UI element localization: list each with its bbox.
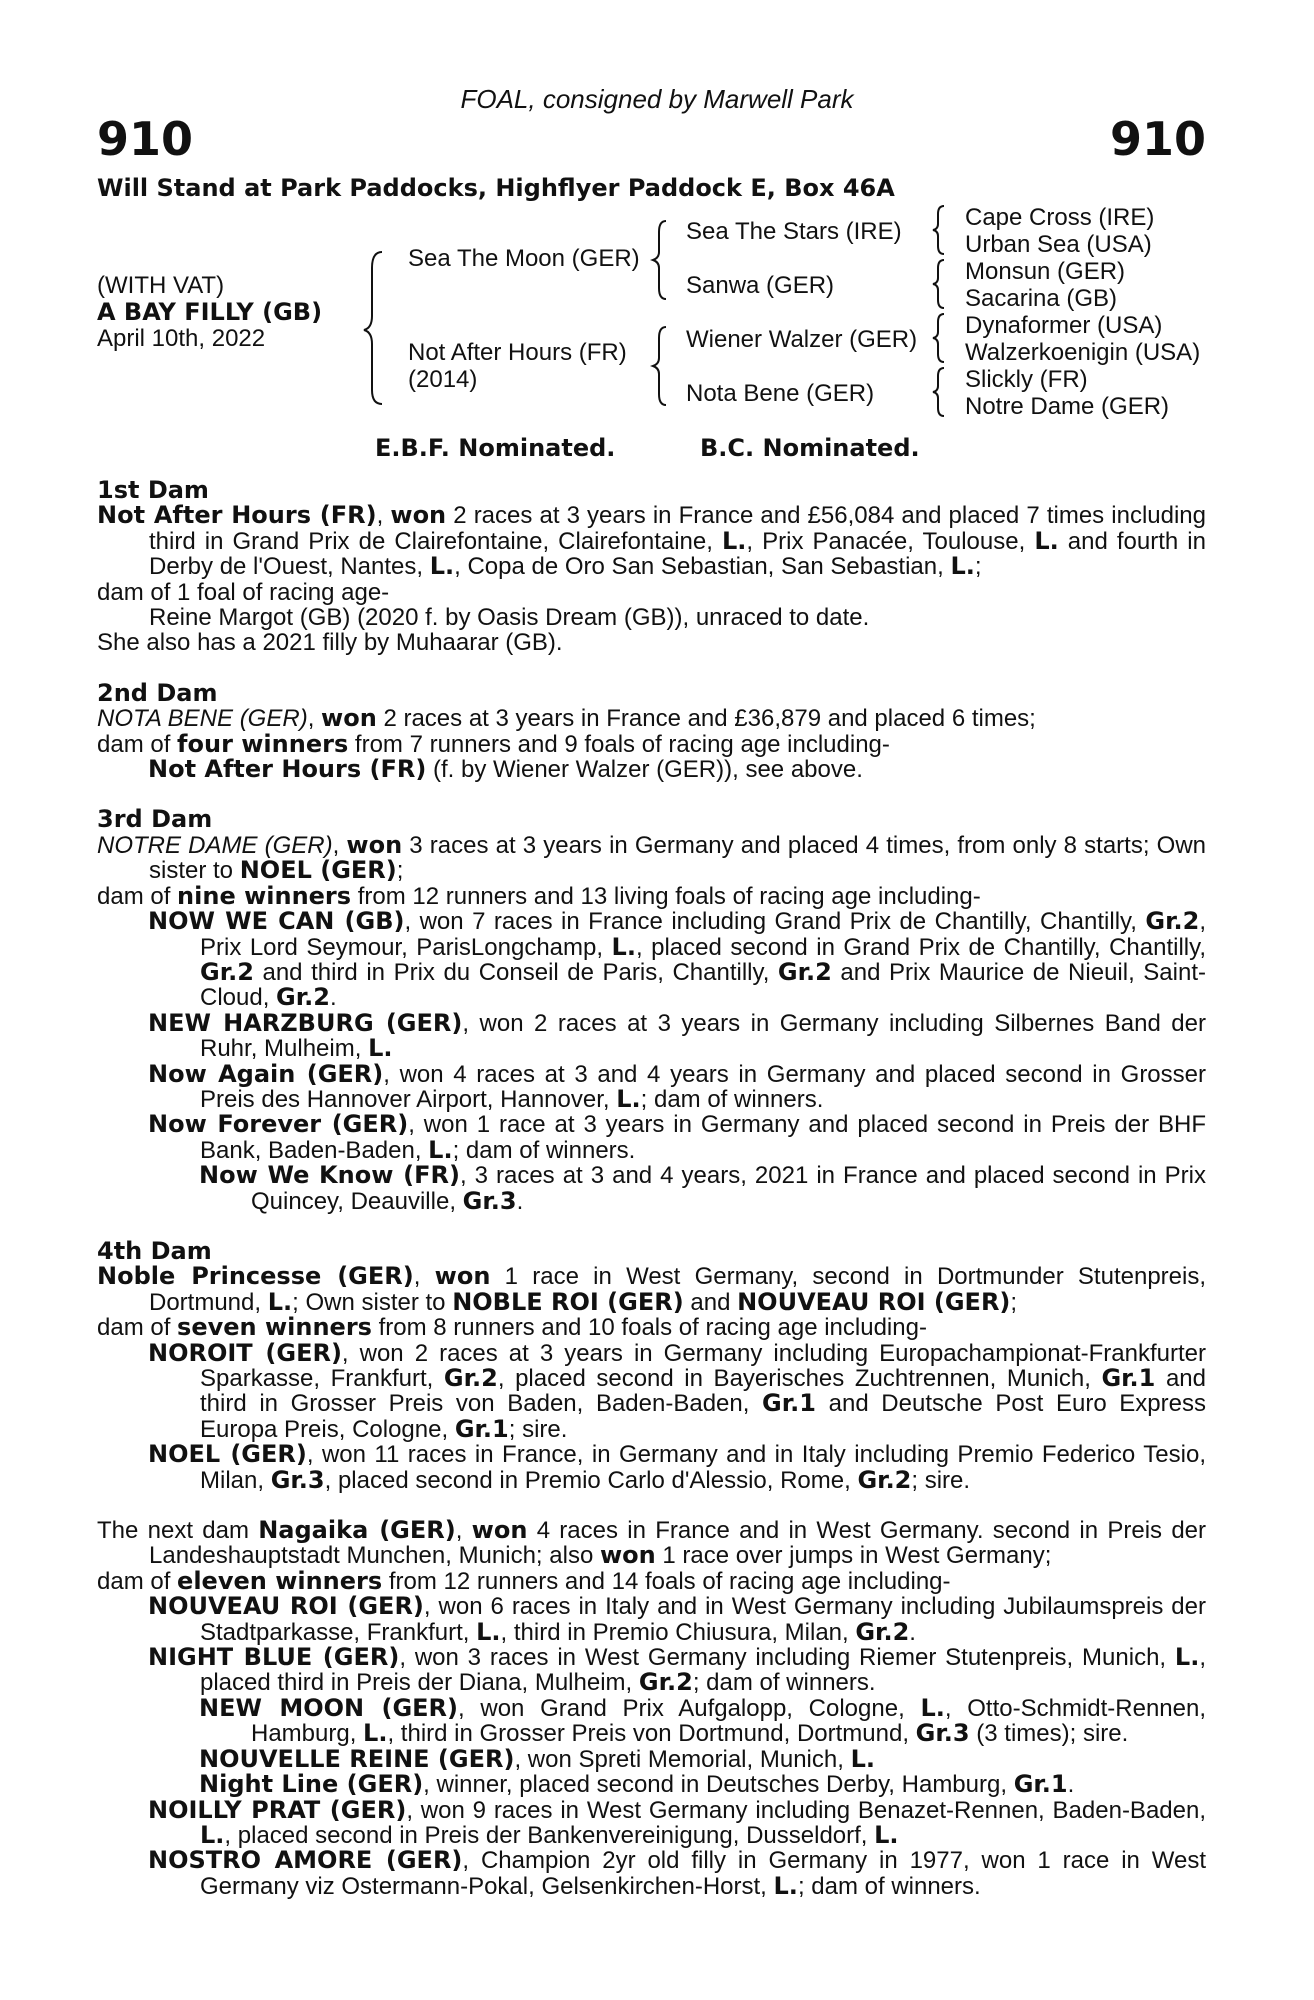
nextdam-progeny-5: Night Line (GER), winner, placed second in Deutsches Derby, Hamburg, Gr.1. xyxy=(199,1770,1075,1799)
nextdam-progeny-1: NOUVEAU ROI (GER), won 6 races in Italy and in West Germany including Jubilaumspreis der Stadtparkasse, Frankfurt, L., third in Premio Chiusura, Milan, Gr.2. xyxy=(148,1592,1206,1646)
dam1-dam-of: dam of 1 foal of racing age- xyxy=(97,578,390,606)
dam1-foal: Reine Margot (GB) (2020 f. by Oasis Dream (GB)), unraced to date. xyxy=(149,604,870,632)
nextdam-progeny-7: NOSTRO AMORE (GER), Champion 2yr old filly in Germany in 1977, won 1 race in West Germany viz Ostermann-Pokal, Gelsenkirchen-Horst, L.; dam of winners. xyxy=(148,1846,1206,1900)
dam3-progeny-1: NOW WE CAN (GB), won 7 races in France including Grand Prix de Chantilly, Chantilly, Gr.2, Prix Lord Seymour, ParisLongchamp, L., placed second in Grand Prix de Chantilly, Chantilly, Gr.2 and third in Prix du Conseil de Paris, Chantilly, Gr.2 and Prix Maurice de Nieuil, Saint-Cloud, Gr.2. xyxy=(148,907,1206,1012)
dam2-progeny-1: Not After Hours (FR) (f. by Wiener Walzer (GER)), see above. xyxy=(148,755,863,784)
pedigree-sire-sire: Sea The Stars (IRE) xyxy=(686,218,902,245)
ebf-nominated: E.B.F. Nominated. xyxy=(375,434,616,462)
horse-name: A BAY FILLY (GB) xyxy=(97,298,323,326)
nextdam-progeny-4: NOUVELLE REINE (GER), won Spreti Memorial, Munich, L. xyxy=(199,1744,875,1773)
dam3-progeny-2: NEW HARZBURG (GER), won 2 races at 3 years in Germany including Silbernes Band der Ruhr, Mulheim, L. xyxy=(148,1008,1206,1063)
pedigree-dam-year: (2014) xyxy=(408,366,478,393)
pedigree-brace-sire xyxy=(650,218,670,302)
lot-number-right: 910 xyxy=(1109,112,1206,166)
pedigree-sire-dam: Sanwa (GER) xyxy=(686,272,835,299)
dam1-name: Not After Hours (FR) xyxy=(97,501,377,530)
pedigree-dam: Not After Hours (FR) xyxy=(408,339,627,366)
dam3-dam-of: dam of nine winners from 12 runners and 13 living foals of racing age including- xyxy=(97,881,981,910)
dam1-paragraph: Not After Hours (FR), won 2 races at 3 years in France and £56,084 and placed 7 times including third in Grand Prix de Clairefontaine, Clairefontaine, L., Prix Panacée, Toulouse, L. and fourth in Derby de l'Ouest, Nantes, L., Copa de Oro San Sebastian, San Sebastian, L.; xyxy=(97,501,1207,581)
pedigree-g7: Slickly (FR) xyxy=(965,366,1088,393)
dam1-won: won xyxy=(390,501,447,530)
horse-dob: April 10th, 2022 xyxy=(97,325,266,352)
dam3-progeny-3: Now Again (GER), won 4 races at 3 and 4 years in Germany and placed second in Grosser Preis des Hannover Airport, Hannover, L.; dam of winners. xyxy=(148,1059,1206,1113)
dam3-paragraph: NOTRE DAME (GER), won 3 races at 3 years in Germany and placed 4 times, from only 8 starts; Own sister to NOEL (GER); xyxy=(97,830,1206,885)
pedigree-g1: Cape Cross (IRE) xyxy=(965,204,1155,231)
nextdam-paragraph: The next dam Nagaika (GER), won 4 races in France and in West Germany. second in Preis der Landeshauptstadt Munchen, Munich; also won 1 race over jumps in West Germany; xyxy=(97,1516,1207,1570)
pedigree-g2: Urban Sea (USA) xyxy=(965,231,1152,258)
dam2-paragraph: NOTA BENE (GER), won 2 races at 3 years in France and £36,879 and placed 6 times; xyxy=(97,704,1036,733)
lot-number-left: 910 xyxy=(97,112,194,166)
pedigree-brace-main xyxy=(360,248,390,408)
catalogue-body xyxy=(97,478,1206,1899)
dam3-progeny-5: Now We Know (FR), 3 races at 3 and 4 years, 2021 in France and placed second in Prix Quincey, Deauville, Gr.3. xyxy=(199,1161,1207,1215)
nextdam-dam-of: dam of eleven winners from 12 runners and 14 foals of racing age including- xyxy=(97,1566,951,1595)
nextdam-progeny-6: NOILLY PRAT (GER), won 9 races in West Germany including Benazet-Rennen, Baden-Baden, L., placed second in Preis der Bankenvereinigung, Dusseldorf, L. xyxy=(148,1795,1206,1849)
pedigree-g8: Notre Dame (GER) xyxy=(965,393,1170,420)
dam4-dam-of: dam of seven winners from 8 runners and 10 foals of racing age including- xyxy=(97,1313,927,1342)
pedigree-g4: Sacarina (GB) xyxy=(965,285,1118,312)
pedigree-g6: Walzerkoenigin (USA) xyxy=(965,339,1201,366)
dam2-heading: 2nd Dam xyxy=(97,678,218,707)
dam4-paragraph: Noble Princesse (GER), won 1 race in West Germany, second in Dortmunder Stutenpreis, Dortmund, L.; Own sister to NOBLE ROI (GER) and NOUVEAU ROI (GER); xyxy=(97,1262,1206,1316)
pedigree-brace-g3 xyxy=(930,312,948,364)
dam3-progeny-4: Now Forever (GER), won 1 race at 3 years in Germany and placed second in Preis der BHF Bank, Baden-Baden, L.; dam of winners. xyxy=(148,1110,1207,1164)
pedigree-g5: Dynaformer (USA) xyxy=(965,312,1163,339)
pedigree-brace-g4 xyxy=(930,366,948,418)
pedigree-brace-g1 xyxy=(930,204,948,256)
dam4-progeny-2: NOEL (GER), won 11 races in France, in Germany and in Italy including Premio Federico Tesio, Milan, Gr.3, placed second in Premio Carlo d'Alessio, Rome, Gr.2; sire. xyxy=(148,1440,1206,1494)
nextdam-progeny-2: NIGHT BLUE (GER), won 3 races in West Germany including Riemer Stutenpreis, Munich, L., placed third in Preis der Diana, Mulheim, Gr.2; dam of winners. xyxy=(148,1643,1207,1697)
pedigree-brace-dam xyxy=(650,324,670,408)
bc-nominated: B.C. Nominated. xyxy=(700,434,920,462)
dam1-also: She also has a 2021 filly by Muhaarar (GB). xyxy=(97,629,563,657)
consignor-line: FOAL, consigned by Marwell Park xyxy=(460,84,854,114)
vat-note: (WITH VAT) xyxy=(97,272,225,299)
dam2-name: NOTA BENE (GER) xyxy=(97,705,308,733)
dam3-heading: 3rd Dam xyxy=(97,805,213,834)
dam1-heading: 1st Dam xyxy=(97,476,209,504)
pedigree-dam-dam: Nota Bene (GER) xyxy=(686,380,875,407)
pedigree-g3: Monsun (GER) xyxy=(965,258,1126,285)
stand-info: Will Stand at Park Paddocks, Highflyer Paddock E, Box 46A xyxy=(97,174,895,202)
pedigree-brace-g2 xyxy=(930,258,948,310)
dam4-progeny-1: NOROIT (GER), won 2 races at 3 years in Germany including Europachampionat-Frankfurter Sparkasse, Frankfurt, Gr.2, placed second in Bayerisches Zuchtrennen, Munich, Gr.1 and third in Grosser Preis von Baden, Baden-Baden, Gr.1 and Deutsche Post Euro Express Europa Preis, Cologne, Gr.1; sire. xyxy=(148,1338,1206,1443)
pedigree-dam-sire: Wiener Walzer (GER) xyxy=(686,326,918,353)
dam4-heading: 4th Dam xyxy=(97,1236,212,1265)
nextdam-progeny-3: NEW MOON (GER), won Grand Prix Aufgalopp, Cologne, L., Otto-Schmidt-Rennen, Hamburg, L., third in Grosser Preis von Dortmund, Dortmund, Gr.3 (3 times); sire. xyxy=(199,1693,1207,1748)
pedigree-sire: Sea The Moon (GER) xyxy=(408,245,640,272)
dam2-dam-of: dam of four winners from 7 runners and 9 foals of racing age including- xyxy=(97,729,890,758)
